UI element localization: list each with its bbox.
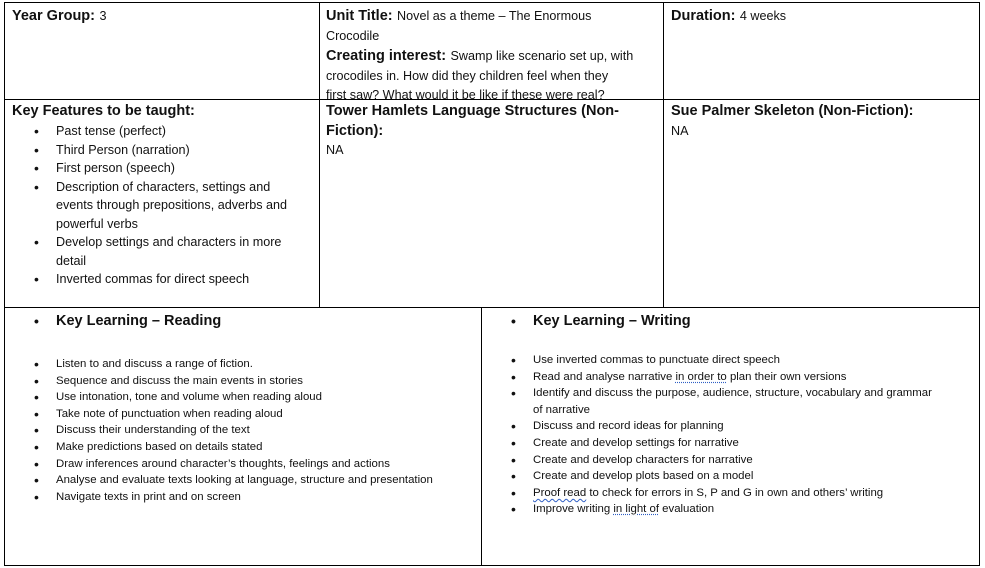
list-item: • Navigate texts in print and on screen <box>12 489 478 506</box>
list-item-text: Improve writing <box>533 503 614 516</box>
unit-title-label: Unit Title: <box>326 8 393 24</box>
creating-interest-text: Swamp like scenario set up, with <box>450 49 634 63</box>
list-item-text: of narrative <box>533 403 590 416</box>
reading-list <box>12 356 478 505</box>
list-item-text: to check for errors in S, P and G in own and others’ writing <box>586 486 884 499</box>
writing-list <box>489 352 976 518</box>
list-item-text: evaluation <box>659 503 715 516</box>
list-item <box>12 233 317 270</box>
sue-palmer-heading: Sue Palmer Skeleton (Non-Fiction): <box>671 103 914 119</box>
list-item: • Create and develop plots based on a model <box>489 468 976 485</box>
creating-interest-text-cont: crocodiles in. How did they children feel when they <box>326 68 609 83</box>
tower-hamlets-value: NA <box>326 143 344 157</box>
list-item-text: plan their own versions <box>726 370 847 383</box>
creating-interest-text-cont: first saw? What would it be like if these were real? <box>326 88 605 102</box>
list-item: • Make predictions based on details stated <box>12 439 478 456</box>
spelling-flagged-text: Proof read <box>533 486 587 499</box>
duration-value: 4 weeks <box>739 9 787 23</box>
creating-interest-label: Creating interest: <box>326 48 447 64</box>
list-item: • Past tense (perfect) <box>12 122 317 141</box>
list-item <box>489 485 976 502</box>
key-features-heading: Key Features to be taught: <box>12 103 195 119</box>
list-item-text: Identify and discuss the purpose, audience, structure, vocabulary and grammar <box>533 387 932 400</box>
reading-heading: • Key Learning – Reading <box>12 311 221 331</box>
list-item-text: powerful verbs <box>56 216 138 231</box>
key-features-list <box>12 122 317 289</box>
list-item: • Inverted commas for direct speech <box>12 270 317 289</box>
year-group-value: 3 <box>99 9 107 23</box>
tower-hamlets-heading: Tower Hamlets Language Structures (Non- <box>326 103 619 119</box>
key-learning-reading-cell <box>4 307 482 566</box>
grammar-flagged-text: in light of <box>613 503 659 516</box>
sue-palmer-cell <box>664 99 980 307</box>
list-item-text: detail <box>56 253 87 268</box>
list-item: • Discuss their understanding of the text <box>12 422 478 439</box>
sue-palmer-value: NA <box>671 123 689 138</box>
list-item <box>12 178 317 234</box>
unit-title-cell <box>320 2 664 102</box>
list-item-text: Description of characters, settings and <box>56 179 271 194</box>
year-group-cell <box>4 2 320 99</box>
unit-title-value: Novel as a theme – The Enormous <box>397 9 592 23</box>
list-item: • Use intonation, tone and volume when reading aloud <box>12 389 478 406</box>
list-item: • Third Person (narration) <box>12 141 317 160</box>
list-item <box>489 369 976 386</box>
list-item: • Listen to and discuss a range of fiction. <box>12 356 478 373</box>
list-item-text: events through prepositions, adverbs and <box>56 198 288 212</box>
unit-title-value-cont: Crocodile <box>326 28 380 43</box>
key-learning-writing-cell <box>482 307 980 566</box>
list-item: • Analyse and evaluate texts looking at language, structure and presentation <box>12 472 478 489</box>
list-item: • Sequence and discuss the main events in stories <box>12 373 478 390</box>
tower-hamlets-cell <box>320 99 664 307</box>
list-item <box>489 385 976 418</box>
key-features-cell <box>4 99 320 307</box>
list-item: • Create and develop characters for narrative <box>489 452 976 469</box>
list-item: • First person (speech) <box>12 159 317 178</box>
duration-cell <box>664 2 980 99</box>
list-item: • Draw inferences around character’s thoughts, feelings and actions <box>12 456 478 473</box>
list-item: • Take note of punctuation when reading aloud <box>12 406 478 423</box>
grammar-flagged-text: in order to <box>675 370 727 383</box>
list-item: • Use inverted commas to punctuate direct speech <box>489 352 976 369</box>
list-item: • Discuss and record ideas for planning <box>489 418 976 435</box>
tower-hamlets-heading-cont: Fiction): <box>326 122 384 139</box>
writing-heading-list <box>489 311 691 331</box>
reading-heading-list <box>12 311 221 331</box>
writing-heading: • Key Learning – Writing <box>489 311 691 331</box>
duration-label: Duration: <box>671 8 736 24</box>
year-group-label: Year Group: <box>12 8 95 24</box>
list-item-text: Read and analyse narrative <box>533 370 676 383</box>
list-item: • Create and develop settings for narrative <box>489 435 976 452</box>
list-item-text: Develop settings and characters in more <box>56 235 282 249</box>
list-item <box>489 501 976 518</box>
